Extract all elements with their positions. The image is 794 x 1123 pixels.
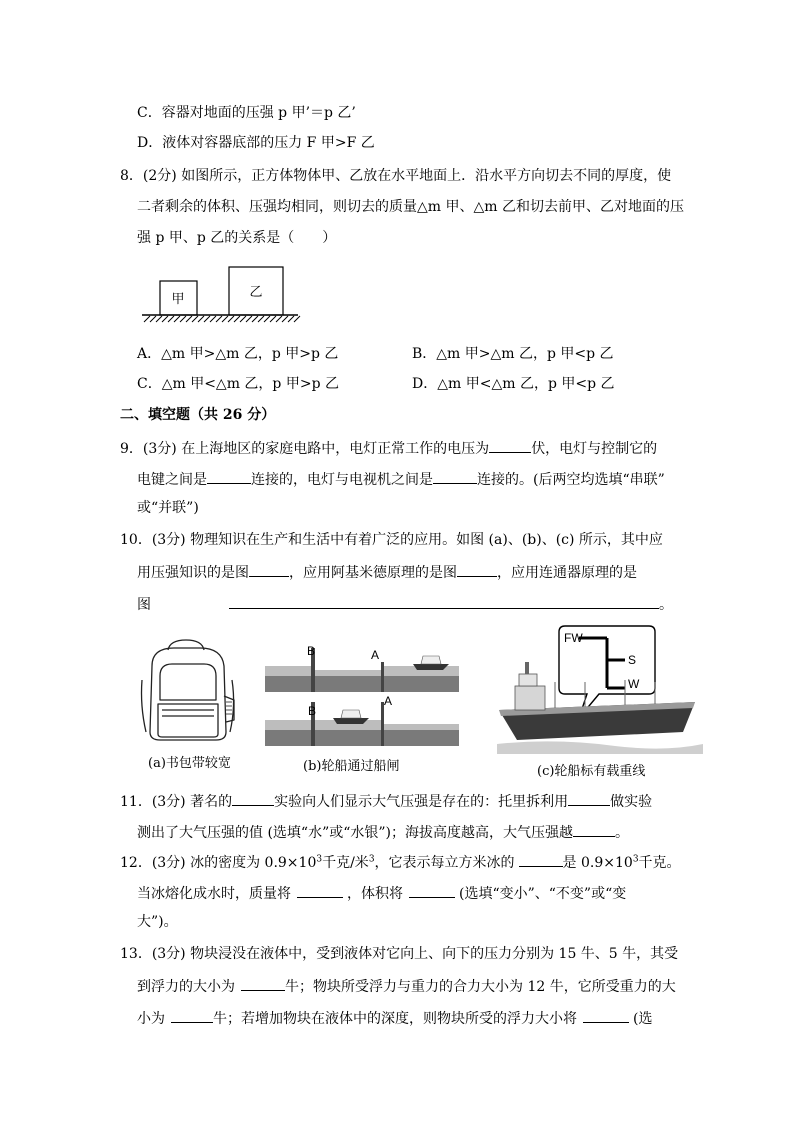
q8-option-b: B．△m 甲>△m 乙，p 甲<p 乙 (412, 346, 614, 362)
q9-text: 电键之间是 (137, 472, 207, 488)
answer-blank (573, 822, 615, 837)
q9-line3: 或“并联”) (137, 500, 199, 516)
q13-line3 (137, 1008, 652, 1028)
answer-blank (207, 469, 251, 484)
q10-text: 用压强知识的是图 (137, 565, 249, 581)
q12-line3: 大”)。 (137, 914, 178, 930)
q13-line2 (137, 976, 676, 996)
q9-text: 连接的。(后两空均选填“串联” (477, 472, 665, 488)
q8-option-c: C．△m 甲<△m 乙，p 甲>p 乙 (137, 376, 339, 392)
ship-load-line-illustration (495, 622, 705, 754)
lock-label-a-bottom: A (384, 694, 393, 708)
load-line-label-fw: FW (564, 631, 583, 645)
q13-line1: 13．(3分) 物块浸没在液体中，受到液体对它向上、向下的压力分别为 15 牛、5 牛，其受 (120, 946, 679, 962)
q9-text: 9．(3分) 在上海地区的家庭电路中，电灯正常工作的电压为 (120, 441, 490, 457)
answer-blank (229, 594, 659, 609)
q12-text: 12．(3分) 冰的密度为 0.9×10 (120, 855, 317, 871)
q12-line1 (120, 852, 681, 872)
answer-blank (489, 438, 531, 453)
q13-text: 牛；物块所受浮力与重力的合力大小为 12 牛，它所受重力的大 (285, 979, 676, 995)
q13-text: 小为 (137, 1011, 165, 1027)
q8-figure (138, 260, 302, 326)
answer-blank (457, 562, 497, 577)
lock-label-b-top: B (307, 644, 316, 658)
q11-text: 。 (615, 825, 630, 841)
answer-blank (409, 883, 455, 898)
q12-line2 (137, 883, 626, 903)
q12-text: (选填“变小”、“不变”或“变 (459, 886, 627, 902)
q10-text: ，应用连通器原理的是 (497, 565, 637, 581)
answer-blank (249, 562, 289, 577)
q7-option-c: C．容器对地面的压强 p 甲’＝p 乙’ (137, 105, 356, 121)
lock-label-a-top: A (371, 648, 380, 662)
exponent: 3 (368, 854, 375, 865)
answer-blank (519, 852, 563, 867)
load-line-label-s: S (628, 653, 637, 667)
answer-blank (297, 883, 343, 898)
ship-lock-diagram (263, 640, 463, 748)
q10-text: 图 (137, 597, 151, 613)
lock-label-b-bottom: B (308, 704, 317, 718)
section-title: 二、填空题（共 26 分） (120, 407, 276, 423)
q12-text: 当冰熔化成水时，质量将 (137, 886, 291, 902)
q7-option-d: D．液体对容器底部的压力 F 甲>F 乙 (137, 135, 375, 151)
exponent: 3 (632, 854, 639, 865)
q9-line1 (120, 438, 657, 458)
exponent: 3 (316, 854, 323, 865)
answer-blank (583, 1008, 629, 1023)
q10-line1: 10．(3分) 物理知识在生产和生活中有着广泛的应用。如图 (a)、(b)、(c) 所示，其中应 (120, 532, 663, 548)
load-line-label-w: W (628, 677, 640, 691)
q8-stem-line1: 8．(2分) 如图所示，正方体物体甲、乙放在水平地面上．沿水平方向切去不同的厚度，使 (120, 168, 672, 184)
q12-text: ，它表示每立方米冰的 (374, 855, 515, 871)
q12-text: 千克。 (638, 855, 681, 871)
answer-blank (171, 1008, 213, 1023)
q11-text: 测出了大气压强的值 (选填“水”或“水银”)；海拔高度越高，大气压强越 (137, 825, 574, 841)
q8-stem-line3: 强 p 甲、p 乙的关系是（ ） (137, 230, 337, 246)
answer-blank (568, 791, 610, 806)
q11-text: 11．(3分) 著名的 (120, 794, 233, 810)
answer-blank (433, 469, 477, 484)
answer-blank (232, 791, 274, 806)
q9-line2 (137, 469, 665, 489)
q11-line1 (120, 791, 652, 811)
caption-a: (a)书包带较宽 (148, 756, 231, 771)
q13-text: 到浮力的大小为 (137, 979, 235, 995)
q10-text: ，应用阿基米德原理的是图 (289, 565, 457, 581)
q13-text: (选 (633, 1011, 653, 1027)
backpack-illustration (138, 636, 238, 744)
caption-b: (b)轮船通过船闸 (303, 759, 400, 774)
q10-line3 (137, 594, 673, 614)
q13-text: 牛；若增加物块在液体中的深度，则物块所受的浮力大小将 (213, 1011, 577, 1027)
q8-option-d: D．△m 甲<△m 乙，p 甲<p 乙 (412, 376, 615, 392)
q12-text: ，体积将 (347, 886, 403, 902)
q12-text: 是 0.9×10 (562, 855, 633, 871)
q9-text: 伏，电灯与控制它的 (531, 441, 658, 457)
q12-text: 千克/米 (322, 855, 369, 871)
q11-line2 (137, 822, 629, 842)
q10-text: 。 (659, 597, 673, 613)
ground-line (142, 315, 300, 322)
q10-line2 (137, 562, 637, 582)
q11-text: 实验向人们显示大气压强是存在的：托里拆利用 (274, 794, 569, 810)
q11-text: 做实验 (610, 794, 653, 810)
caption-c: (c)轮船标有载重线 (537, 764, 646, 779)
block-jia-label: 甲 (171, 292, 185, 307)
answer-blank (241, 976, 285, 991)
block-yi-label: 乙 (249, 285, 263, 300)
q8-option-a: A．△m 甲>△m 乙，p 甲>p 乙 (137, 346, 339, 362)
q8-stem-line2: 二者剩余的体积、压强均相同，则切去的质量△m 甲、△m 乙和切去前甲、乙对地面的压 (137, 199, 684, 215)
q9-text: 连接的，电灯与电视机之间是 (251, 472, 433, 488)
